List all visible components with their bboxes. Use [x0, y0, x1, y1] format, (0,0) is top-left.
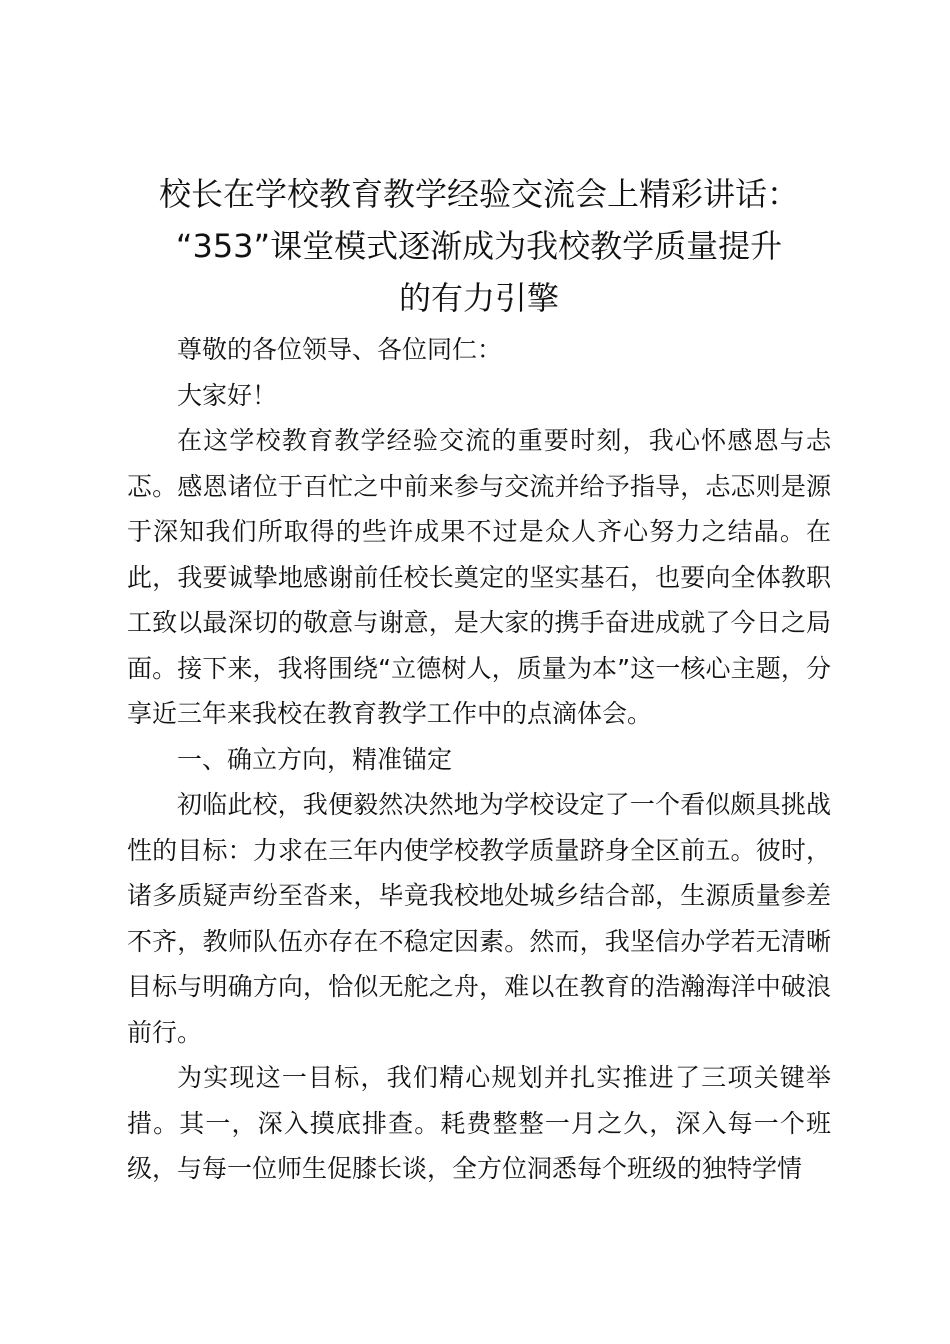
salutation: 尊敬的各位领导、各位同仁：	[177, 335, 503, 364]
measures-paragraph: 为实现这一目标，我们精心规划并扎实推进了三项关键举措。其一，深入摸底排查。耗费整整一月之久，深入每一个班级，与每一位师生促膝长谈，全方位洞悉每个班级的独特学情	[127, 1063, 831, 1183]
section-heading-1: 一、确立方向，精准锚定	[177, 744, 453, 774]
intro-paragraph: 在这学校教育教学经验交流的重要时刻，我心怀感恩与忐忑。感恩诸位于百忙之中前来参与交流并给予指导，忐忑则是源于深知我们所取得的些许成果不过是众人齐心努力之结晶。在此，我要诚挚地感谢前任校长奠定的坚实基石，也要向全体教职工致以最深切的敬意与谢意，是大家的携手奋进成就了今日之局面。接下来，我将围绕“立德树人，质量为本”这一核心主题，分享近三年来我校在教育教学工作中的点滴体会。	[127, 426, 831, 728]
document-page	[127, 168, 831, 1192]
title-line-3: 的有力引擎	[398, 279, 559, 317]
title-line-1: 校长在学校教育教学经验交流会上精彩讲话：	[158, 175, 799, 213]
greeting: 大家好！	[177, 380, 278, 410]
section-1-paragraph: 初临此校，我便毅然决然地为学校设定了一个看似颇具挑战性的目标：力求在三年内使学校教学质量跻身全区前五。彼时，诸多质疑声纷至沓来，毕竟我校地处城乡结合部，生源质量参差不齐，教师队伍亦存在不稳定因素。然而，我坚信办学若无清晰目标与明确方向，恰似无舵之舟，难以在教育的浩瀚海洋中破浪前行。	[127, 790, 831, 1047]
title-line-2: “353”课堂模式逐渐成为我校教学质量提升	[175, 227, 783, 265]
document-body	[127, 327, 831, 1192]
document-title	[127, 168, 831, 324]
